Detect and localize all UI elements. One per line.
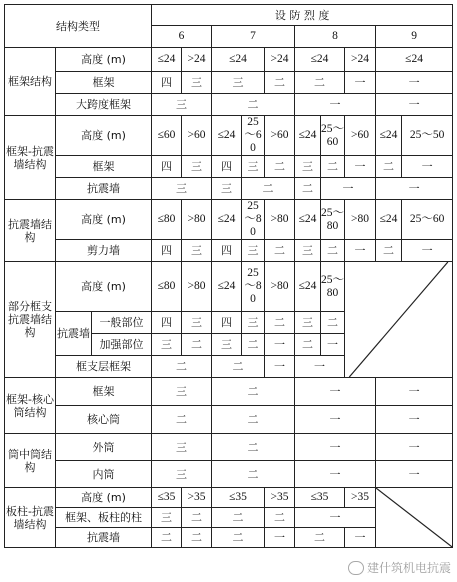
wechat-icon [348,561,364,575]
partial-height: 25～80 [321,262,345,312]
grade-cell: 四 [152,72,182,94]
wall-height: >80 [182,200,212,240]
slab-wall-label: 抗震墙 [56,528,152,548]
frame-height: ≤24 [295,48,345,72]
grade-cell: 三 [152,378,212,406]
grade-cell: 四 [212,156,242,178]
grade-cell: 一 [265,334,295,356]
grade-cell: 一 [265,356,295,378]
grade-cell: 二 [212,434,295,461]
slab-column-label: 框架、板柱的柱 [56,508,152,528]
grade-cell: 三 [182,312,212,334]
wall-height: 25～80 [242,200,265,240]
frame-long-span-label: 大跨度框架 [56,94,152,116]
frame-wall-height: 25～60 [321,116,345,156]
grade-cell: 二 [152,356,212,378]
grade-cell: 三 [152,334,182,356]
slab-height: >35 [265,488,295,508]
grade-cell: 二 [265,156,295,178]
grade-cell: 三 [212,178,242,200]
grade-cell: 一 [295,94,376,116]
grade-cell: 二 [212,94,295,116]
group-partial-frame-supported: 部分框支抗震墙结构 [5,262,56,378]
grade-cell: 二 [295,528,345,548]
frame-wall-height: >60 [345,116,376,156]
diagonal-slash [376,488,452,547]
partial-height: ≤80 [152,262,182,312]
grade-cell: 三 [152,434,212,461]
grade-cell: 二 [265,508,295,528]
group-frame: 框架结构 [5,48,56,116]
grade-cell: 一 [295,378,376,406]
grade-cell: 二 [182,528,212,548]
wall-height: ≤24 [295,200,321,240]
grade-cell: 三 [295,312,321,334]
grade-cell: 三 [182,240,212,262]
group-wall: 抗震墙结构 [5,200,56,262]
wall-height: 25～60 [402,200,453,240]
frame-wall-height: ≤24 [295,116,321,156]
grade-cell: 二 [182,508,212,528]
grade-cell: 一 [376,94,453,116]
grade-cell: 二 [376,156,402,178]
grade-cell: 三 [295,240,321,262]
header-level-9: 9 [376,26,453,48]
grade-cell: 三 [152,94,212,116]
grade-cell: 一 [376,178,453,200]
grade-cell: 三 [212,72,265,94]
grade-cell: 一 [295,356,345,378]
wall-height: ≤80 [152,200,182,240]
grade-cell: 一 [345,156,376,178]
grade-cell: 四 [152,312,182,334]
header-intensity: 设 防 烈 度 [152,5,453,26]
grade-cell: 一 [376,461,453,488]
grade-cell: 一 [402,156,453,178]
header-level-8: 8 [295,26,376,48]
frame-wall-wall-label: 抗震墙 [56,178,152,200]
grade-cell: 二 [265,240,295,262]
grade-cell: 二 [321,240,345,262]
partial-height: 25～80 [242,262,265,312]
partial-wall-label: 抗震墙 [56,312,92,356]
frame-height: >24 [345,48,376,72]
frame-wall-height: >60 [182,116,212,156]
partial-height: >80 [182,262,212,312]
grade-cell: 二 [376,240,402,262]
slab-height: >35 [345,488,376,508]
grade-cell: 三 [242,156,265,178]
grade-cell: 三 [152,178,212,200]
grade-cell: 二 [212,528,265,548]
not-applicable-cell [345,262,453,378]
frame-wall-height: 25～50 [402,116,453,156]
grade-cell: 一 [376,72,453,94]
grade-cell: 二 [295,178,321,200]
grade-cell: 一 [321,334,345,356]
frame-core-frame-label: 框架 [56,378,152,406]
grade-cell: 二 [212,406,295,434]
grade-cell: 一 [376,378,453,406]
slab-height: ≤35 [212,488,265,508]
grade-cell: 三 [182,72,212,94]
grade-cell: 三 [152,461,212,488]
slab-height-label: 高度 (m) [56,488,152,508]
grade-cell: 一 [345,72,376,94]
grade-cell: 二 [152,406,212,434]
grade-cell: 二 [182,334,212,356]
not-applicable-cell [376,488,453,548]
frame-wall-height: ≤24 [376,116,402,156]
slab-height: ≤35 [295,488,345,508]
grade-cell: 二 [242,334,265,356]
grade-cell: 三 [212,334,242,356]
wall-shear-label: 剪力墙 [56,240,152,262]
grade-cell: 三 [242,240,265,262]
watermark [348,559,451,576]
wall-height: ≤24 [376,200,402,240]
wall-height: 25～80 [321,200,345,240]
frame-frame-label: 框架 [56,72,152,94]
grade-cell: 四 [212,240,242,262]
grade-cell: 二 [212,508,265,528]
frame-height: >24 [182,48,212,72]
grade-cell: 二 [321,312,345,334]
frame-wall-height: ≤60 [152,116,182,156]
grade-cell: 一 [321,178,376,200]
grade-cell: 一 [295,508,376,528]
partial-strength-label: 加强部位 [92,334,152,356]
header-level-7: 7 [212,26,295,48]
grade-cell: 一 [376,434,453,461]
frame-wall-height: >60 [265,116,295,156]
grade-cell: 一 [295,406,376,434]
frame-wall-height: ≤24 [212,116,242,156]
wall-height: >80 [265,200,295,240]
grade-cell: 三 [182,156,212,178]
partial-height: >80 [265,262,295,312]
grade-cell: 三 [295,156,321,178]
partial-height: ≤24 [295,262,321,312]
grade-cell: 四 [212,312,242,334]
frame-wall-height: 25～60 [242,116,265,156]
partial-height-label: 高度 (m) [56,262,152,312]
slab-height: >35 [182,488,212,508]
grade-cell: 三 [242,312,265,334]
grade-cell: 二 [212,461,295,488]
frame-height: ≤24 [212,48,265,72]
seismic-grade-table [4,4,453,548]
frame-height: ≤24 [376,48,453,72]
frame-height: ≤24 [152,48,182,72]
grade-cell: 一 [295,434,376,461]
grade-cell: 二 [265,312,295,334]
partial-height: ≤24 [212,262,242,312]
grade-cell: 二 [242,178,295,200]
wall-height: >80 [345,200,376,240]
header-level-6: 6 [152,26,212,48]
grade-cell: 一 [265,528,295,548]
grade-cell: 二 [152,528,182,548]
tube-outer-label: 外筒 [56,434,152,461]
group-slab-column-wall: 板柱-抗震墙结构 [5,488,56,548]
grade-cell: 二 [212,378,295,406]
diagonal-slash [345,262,452,377]
grade-cell: 二 [265,72,295,94]
group-frame-wall: 框架-抗震墙结构 [5,116,56,200]
grade-cell: 二 [212,356,265,378]
frame-height-label: 高度 (m) [56,48,152,72]
grade-cell: 二 [295,72,345,94]
wall-height-label: 高度 (m) [56,200,152,240]
frame-core-core-label: 核心筒 [56,406,152,434]
watermark-text: 建什筑机电抗震 [366,561,451,575]
slab-height: ≤35 [152,488,182,508]
tube-inner-label: 内筒 [56,461,152,488]
grade-cell: 一 [295,461,376,488]
wall-height: ≤24 [212,200,242,240]
grade-cell: 一 [345,528,376,548]
group-tube-in-tube: 筒中筒结构 [5,434,56,488]
partial-general-label: 一般部位 [92,312,152,334]
grade-cell: 二 [321,156,345,178]
grade-cell: 一 [376,406,453,434]
partial-support-frame-label: 框支层框架 [56,356,152,378]
frame-height: >24 [265,48,295,72]
grade-cell: 四 [152,240,182,262]
header-structure-type: 结构类型 [5,5,152,48]
group-frame-core: 框架-核心筒结构 [5,378,56,434]
grade-cell: 二 [295,334,321,356]
grade-cell: 一 [402,240,453,262]
frame-wall-frame-label: 框架 [56,156,152,178]
frame-wall-height-label: 高度 (m) [56,116,152,156]
grade-cell: 四 [152,156,182,178]
grade-cell: 一 [345,240,376,262]
grade-cell: 三 [152,508,182,528]
